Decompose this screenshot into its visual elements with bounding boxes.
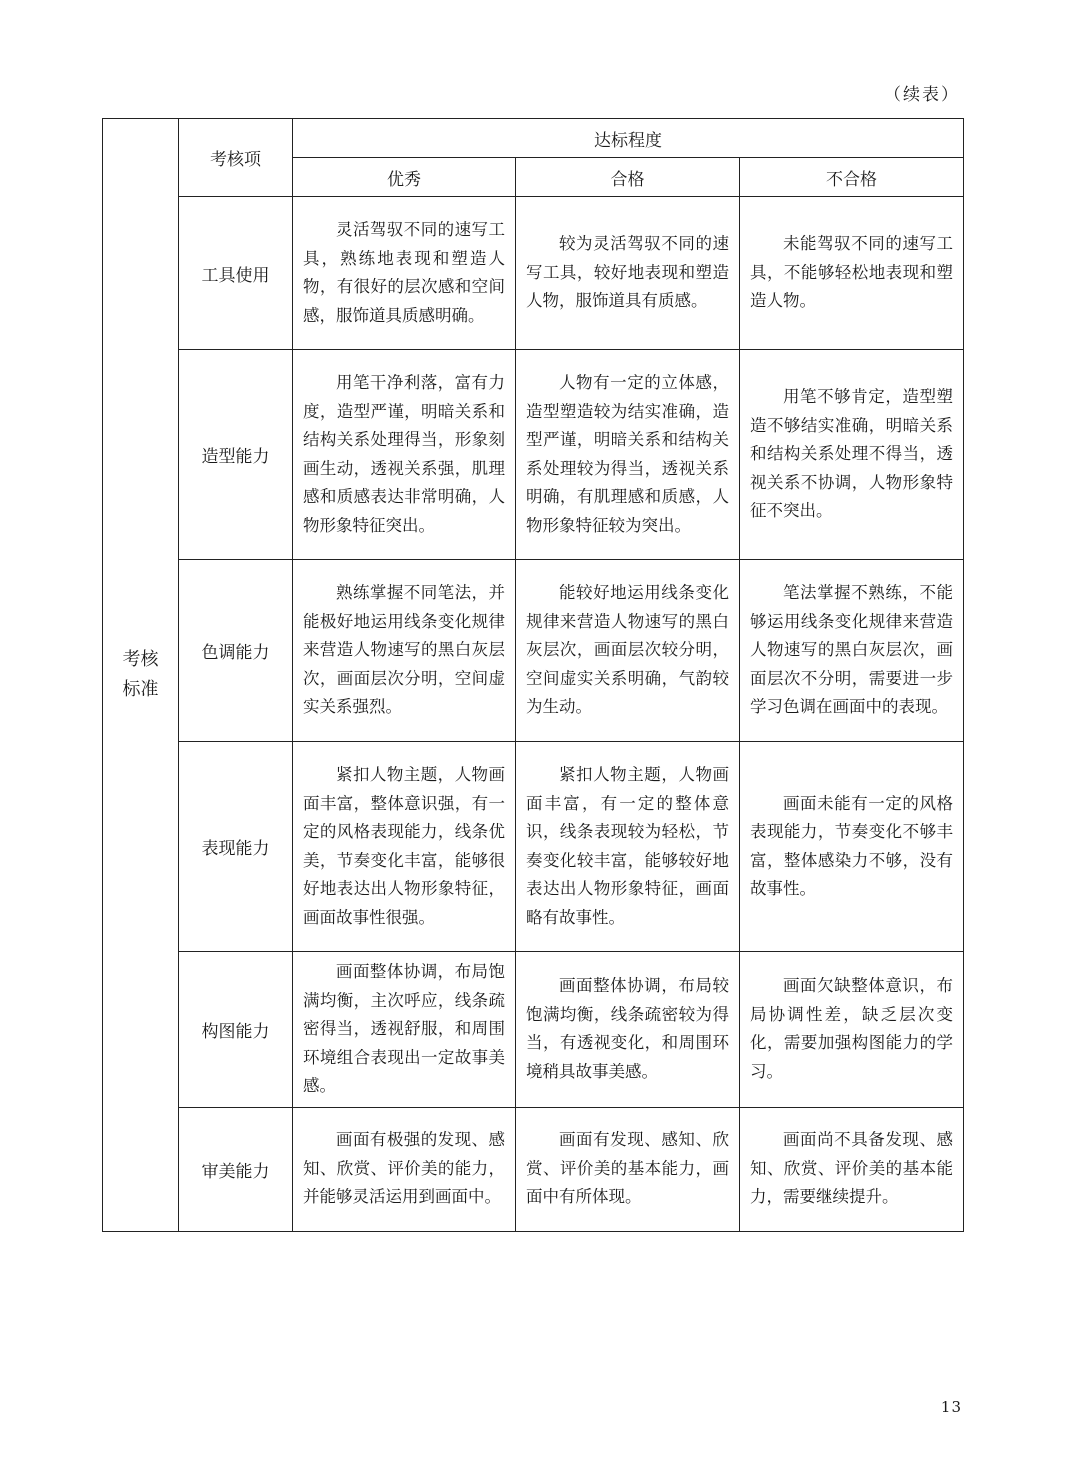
cell-pass: 较为灵活驾驭不同的速写工具，较好地表现和塑造人物，服饰道具有质感。 (516, 197, 740, 350)
cell-fail: 画面未能有一定的风格表现能力，节奏变化不够丰富，整体感染力不够，没有故事性。 (740, 742, 964, 952)
assessment-standards-label: 考核 标准 (103, 119, 179, 1232)
item-header: 考核项 (179, 119, 293, 197)
column-header-pass: 合格 (516, 158, 740, 197)
cell-pass: 紧扣人物主题，人物画面丰富，有一定的整体意识，线条表现较为轻松，节奏变化较丰富，能够较好地表达出人物形象特征，画面略有故事性。 (516, 742, 740, 952)
table-row (103, 350, 964, 560)
cell-pass: 画面有发现、感知、欣赏、评价美的基本能力，画面中有所体现。 (516, 1107, 740, 1231)
cell-fail: 画面欠缺整体意识，布局协调性差，缺乏层次变化，需要加强构图能力的学习。 (740, 952, 964, 1108)
cell-pass: 画面整体协调，布局较饱满均衡，线条疏密较为得当，有透视变化，和周围环境稍具故事美感。 (516, 952, 740, 1108)
cell-excellent: 紧扣人物主题，人物画面丰富，整体意识强，有一定的风格表现能力，线条优美，节奏变化丰富，能够很好地表达出人物形象特征，画面故事性很强。 (293, 742, 516, 952)
column-header-excellent: 优秀 (293, 158, 516, 197)
continued-table-label: （续表） (884, 85, 960, 105)
table-row (103, 560, 964, 742)
cell-excellent: 画面有极强的发现、感知、欣赏、评价美的能力，并能够灵活运用到画面中。 (293, 1107, 516, 1231)
page-number: 13 (940, 1398, 962, 1416)
row-item-label: 色调能力 (179, 560, 293, 742)
cell-pass: 能较好地运用线条变化规律来营造人物速写的黑白灰层次，画面层次较分明，空间虚实关系明确，气韵较为生动。 (516, 560, 740, 742)
assessment-standards-table (102, 118, 964, 1232)
cell-fail: 用笔不够肯定，造型塑造不够结实准确，明暗关系和结构关系处理不得当，透视关系不协调，人物形象特征不突出。 (740, 350, 964, 560)
row-item-label: 构图能力 (179, 952, 293, 1108)
cell-fail: 笔法掌握不熟练，不能够运用线条变化规律来营造人物速写的黑白灰层次，画面层次不分明，需要进一步学习色调在画面中的表现。 (740, 560, 964, 742)
cell-fail: 未能驾驭不同的速写工具，不能够轻松地表现和塑造人物。 (740, 197, 964, 350)
cell-excellent: 画面整体协调，布局饱满均衡，主次呼应，线条疏密得当，透视舒服，和周围环境组合表现出一定故事美感。 (293, 952, 516, 1108)
cell-pass: 人物有一定的立体感，造型塑造较为结实准确，造型严谨，明暗关系和结构关系处理较为得当，透视关系明确，有肌理感和质感，人物形象特征较为突出。 (516, 350, 740, 560)
cell-excellent: 熟练掌握不同笔法，并能极好地运用线条变化规律来营造人物速写的黑白灰层次，画面层次分明，空间虚实关系强烈。 (293, 560, 516, 742)
row-item-label: 工具使用 (179, 197, 293, 350)
level-header: 达标程度 (293, 119, 964, 158)
column-header-fail: 不合格 (740, 158, 964, 197)
cell-excellent: 用笔干净利落，富有力度，造型严谨，明暗关系和结构关系处理得当，形象刻画生动，透视关系强，肌理感和质感表达非常明确，人物形象特征突出。 (293, 350, 516, 560)
table-row (103, 197, 964, 350)
cell-excellent: 灵活驾驭不同的速写工具，熟练地表现和塑造人物，有很好的层次感和空间感，服饰道具质感明确。 (293, 197, 516, 350)
table-row (103, 742, 964, 952)
row-item-label: 审美能力 (179, 1107, 293, 1231)
table-row (103, 1107, 964, 1231)
row-item-label: 表现能力 (179, 742, 293, 952)
table-row (103, 952, 964, 1108)
cell-fail: 画面尚不具备发现、感知、欣赏、评价美的基本能力，需要继续提升。 (740, 1107, 964, 1231)
row-item-label: 造型能力 (179, 350, 293, 560)
